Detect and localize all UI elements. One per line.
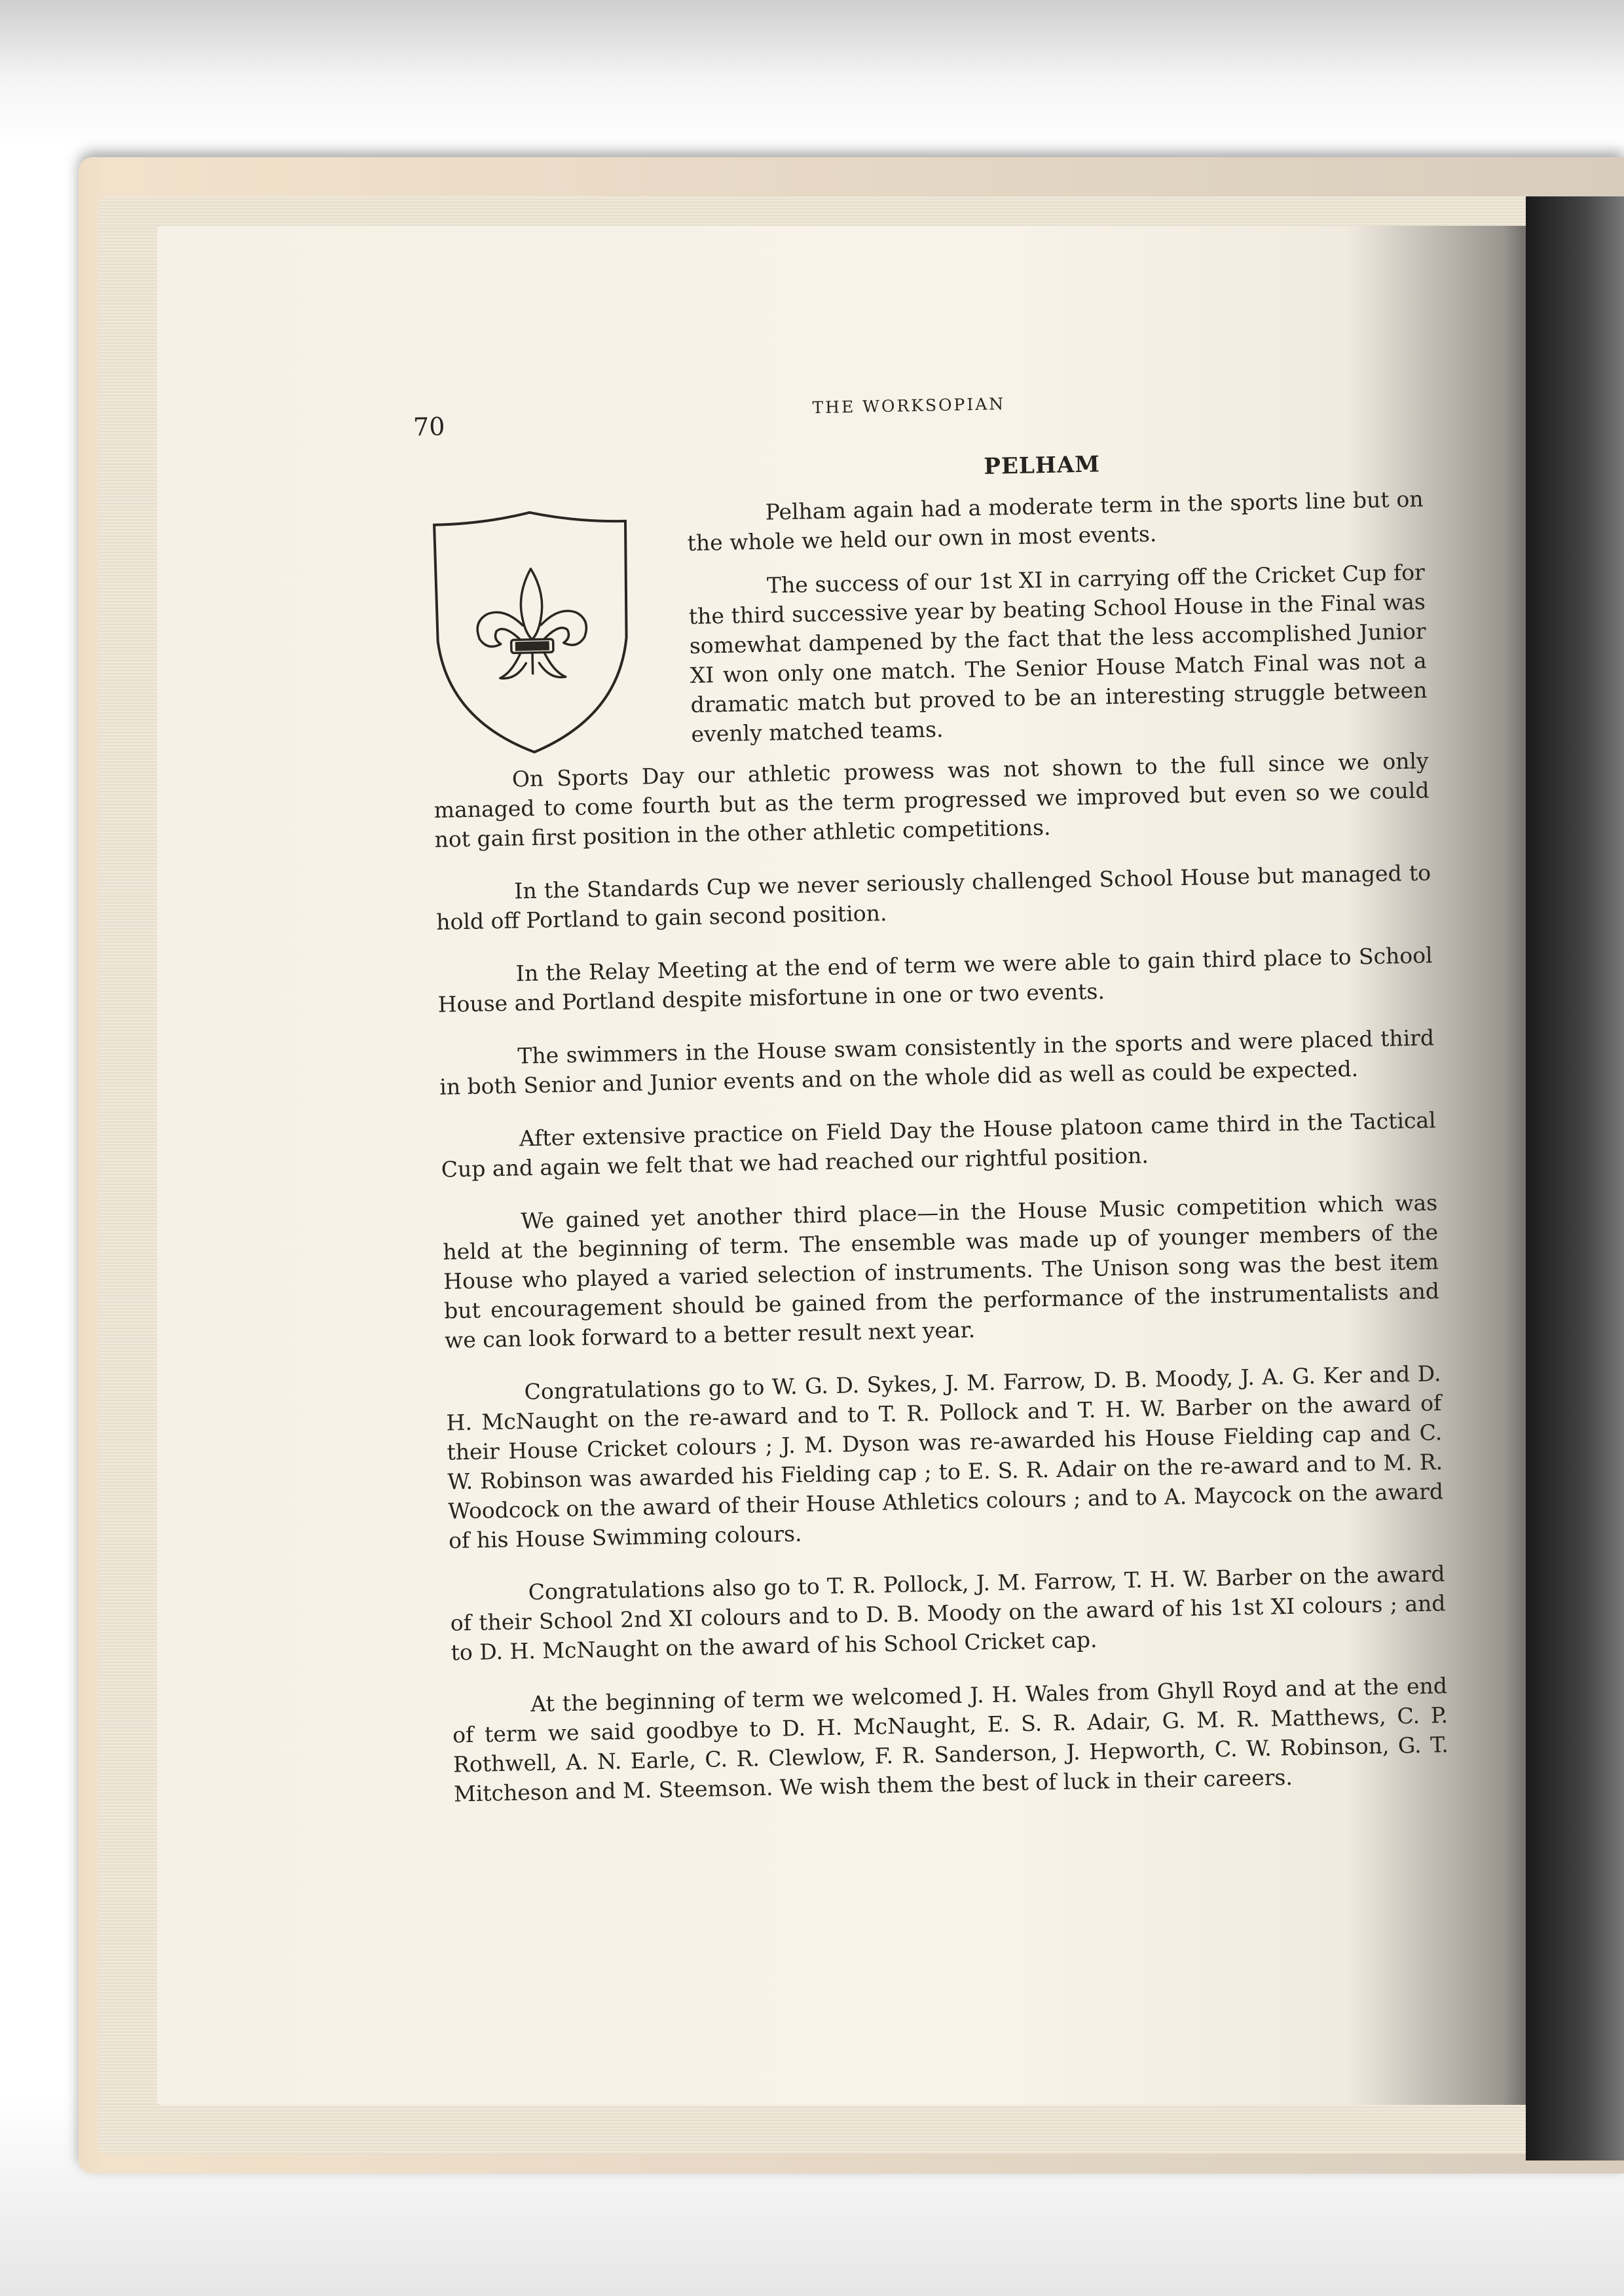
paragraph: On Sports Day our athletic prowess was not shown to the full since we only managed to come fourth but as the term progressed we improved but even so we could not gain first position in the other athletic competitions. (434, 748, 1430, 852)
running-title: THE WORKSOPIAN (812, 394, 1006, 418)
paragraph: In the Relay Meeting at the end of term we were able to gain third place to School House and Portland despite misfortune in one or two events. (437, 942, 1433, 1017)
paragraph: We gained yet another third place—in the House Music competition which was held at the beginning of term. The ensemble was made up of younger members of the House who played a varied selection of instruments. The Unison song was the best item but encouragement should be gained from the performance of the instrumentalists and we can look forward to a better result next year. (442, 1190, 1440, 1353)
paragraph: In the Standards Cup we never seriously challenged School House but managed to hold off Portland to gain second position. (435, 860, 1431, 935)
fleur-de-lis-shield-icon (425, 507, 640, 759)
paragraph: The swimmers in the House swam consistently in the sports and were placed third in both Senior and Junior events and on the whole did as well as could be expected. (439, 1025, 1435, 1100)
page-number: 70 (413, 412, 445, 442)
paragraph: After extensive practice on Field Day the House platoon came third in the Tactical Cup and again we felt that we had reached our rightful position. (441, 1107, 1436, 1182)
paragraph: At the beginning of term we welcomed J. H. Wales from Ghyll Royd and at the end of term we said goodbye to D. H. McNaught, E. S. R. Adair, G. M. R. Matthews, C. P. Rothwell, A. N. Earle, C. R. Clewlow, F. R. Sanderson, J. Hepworth, C. W. Robinson, G. T. Mitcheson and M. Steemson. We wish them the best of luck in their careers. (452, 1673, 1449, 1807)
paragraph: Pelham again had a moderate term in the sports line but on the whole we held our own in most events. (687, 486, 1424, 556)
book-gutter-shadow (1526, 196, 1624, 2160)
paragraph: Congratulations go to W. G. D. Sykes, J. M. Farrow, D. B. Moody, J. A. G. Ker and D. H. McNaught on the re-award and to T. R. Pollock and T. H. W. Barber on the award of their House Cricket colours ; J. M. Dyson was re-awarded his House Fielding cap and C. W. Robinson was awarded his Fielding cap ; to E. S. R. Adair on the re-award and to M. R. Woodcock on the award of their House Athletics colours ; and to A. Maycock on the award of his House Swimming colours. (446, 1360, 1444, 1554)
intro-section (428, 484, 1428, 765)
page-text-block (413, 373, 1450, 1832)
intro-text (686, 484, 1428, 749)
section-title: PELHAM (984, 451, 1101, 480)
paragraph: Congratulations also go to T. R. Pollock, J. M. Farrow, T. H. W. Barber on the award of their School 2nd XI colours and to D. B. Moody on the award of his 1st XI colours ; and to D. H. McNaught on the award of his School Cricket cap. (450, 1561, 1446, 1666)
paragraph: The success of our 1st XI in carrying off the Cricket Cup for the third successive year by beating School House in the Final was somewhat dampened by the fact that the less accomplished Junior XI won only one match. The Senior House Match Final was not a dramatic match but proved to be an interesting struggle between evenly matched teams. (688, 559, 1428, 747)
